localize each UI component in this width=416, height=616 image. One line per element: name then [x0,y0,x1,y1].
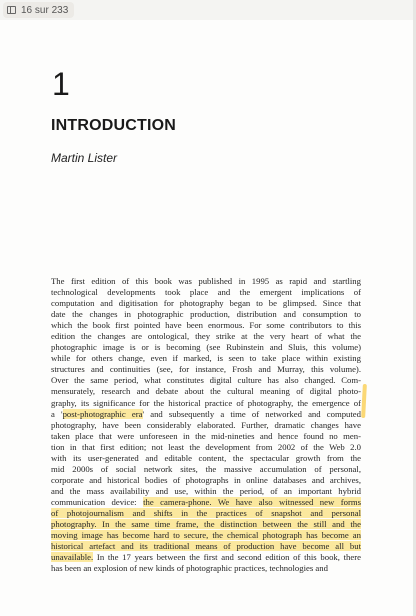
text-line [51,497,361,508]
text-run: technological developments took place and the emergent implications of [51,287,361,298]
text-run: graphy, its significance for the historical practice of photography, the emergence of [51,397,361,408]
sidebar-icon[interactable] [7,6,16,14]
text-line [51,398,361,409]
highlighted-text: moving image has become hard to secure, the chemical photograph has become an [51,530,361,541]
text-line [51,287,361,298]
text-run: In the 17 years between the first and second edition of this book, there [93,552,361,563]
text-run: has been an explosion of new kinds of photographic practices, technologies and [51,563,328,574]
margin-highlight-mark [361,384,367,418]
text-run: communication device: [51,496,144,507]
text-line [51,508,361,519]
text-line [51,320,361,331]
chapter-author: Martin Lister [51,151,118,165]
text-line [51,475,361,486]
highlighted-text: photography. In the same time frame, the distinction between the still and the [51,519,361,530]
text-run: mid 2000s of social network sites, the massive accumulation of personal, [51,463,361,474]
text-line [51,519,361,530]
text-line [51,276,361,287]
chapter-title: INTRODUCTION [51,117,177,134]
text-run: photography, have been considerably elaborated. Further, dramatic changes have [51,419,361,430]
highlighted-text: of photojournalism and shifts in the practices of snapshot and personal [51,507,361,518]
highlighted-text: the camera-phone. We have also witnessed new forms [143,496,361,507]
text-line [51,431,361,442]
text-run: corporate and historical bodies of photographs in online databases and archives, [51,474,361,485]
text-run: photographic image is or is becoming (see Rubinstein and Sluis, this volume) [51,342,361,353]
text-run: with its user-generated and editable content, the spectacular growth from the [51,452,361,463]
text-line [51,464,361,475]
highlighted-text: historical artefact and its traditional means of production have become all but [51,541,361,552]
text-line [51,453,361,464]
viewer-toolbar [0,0,416,20]
text-line [51,563,361,574]
text-run: which the book first pointed have been enormous. For some contributors to this [51,320,361,331]
text-line [51,442,361,453]
chapter-number: 1 [52,66,70,102]
text-run: structures and continuities (see, for instance, Frosh and Murray, this volume). [51,364,361,375]
text-line [51,420,361,431]
text-line [51,353,361,364]
text-line [51,298,361,309]
text-run: tion in that first edition; not least the development from 2002 of the Web 2.0 [51,441,361,452]
highlighted-text: post-photographic era [62,408,143,419]
text-run: a ' [51,408,63,419]
text-line [51,386,361,397]
text-run: and the mass availability and use, within the period, of an important hybrid [51,485,361,496]
text-run: Over the same period, what constitutes digital culture has also changed. Com- [51,375,361,386]
text-line [51,375,361,386]
highlighted-text: unavailable. [51,552,94,563]
text-run: date the changes in photographic production, distribution and consumption to [51,309,361,320]
text-line [51,364,361,375]
text-run: The first edition of this book was published in 1995 as rapid and startling [51,276,361,286]
text-run: while for others change, even if marked, is seen to take place within existing [51,353,361,364]
body-paragraph [51,276,361,574]
text-line [51,486,361,497]
text-line [51,309,361,320]
page-indicator-label: 16 sur 233 [21,4,69,16]
text-line [51,342,361,353]
text-run: edition the changes are ontological, they strike at the very heart of what the [51,331,361,342]
text-line [51,409,361,420]
text-line [51,530,361,541]
text-run: ' and subsequently a time of networked and computed [142,408,362,419]
text-line [51,552,361,563]
text-line [51,541,361,552]
page-indicator[interactable] [3,2,74,18]
text-line [51,331,361,342]
text-run: taken place that were unforeseen in the mid-nineties and hence found no men- [51,430,361,441]
text-run: mensurately, research and debate about the cultural meaning of digital photo- [51,386,361,397]
text-run: computation and digitisation for photography began to be glimpsed. Since that [51,298,361,309]
